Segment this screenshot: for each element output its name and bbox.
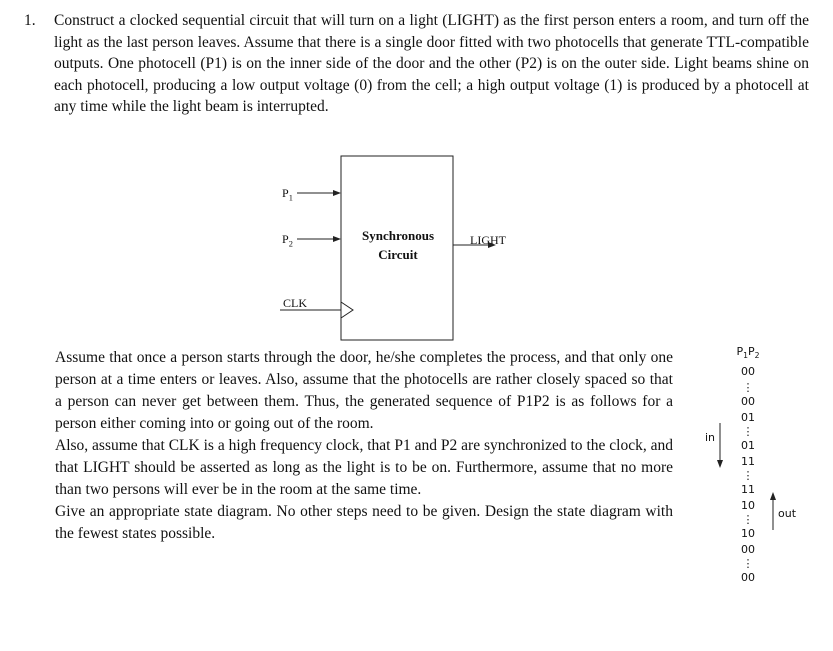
in-arrow-head [717, 460, 723, 468]
p1-label: $P_1$ [282, 186, 293, 203]
p1-arrow [333, 190, 341, 196]
sequence-item: ⋮ [742, 469, 754, 482]
problem-number: 1. [24, 12, 36, 29]
box-line2: Circuit [378, 247, 418, 262]
sequence-item: ⋮ [742, 425, 754, 438]
sequence-item: 00 [741, 543, 755, 556]
problem-text-body: Construct a clocked sequential circuit that will turn on a light (LIGHT) as the first person enters a room, and turn off the light as the last person leaves. Assume that there is a single door fitted with two photocells that generate TTL-compatible outputs. One photocell (P1) is on the inner side of the door and the other (P2) is on the outer side. Light beams shine on each photocell, producing a low output voltage (0) from the cell; a high output voltage (1) is produced by a photocell at any time while the light beam is interrupted. [54, 12, 809, 115]
sequence-item: ⋮ [742, 381, 754, 394]
box-line1: Synchronous [361, 228, 434, 243]
circuit-box-label [341, 226, 455, 264]
body-text [55, 347, 673, 545]
paragraph-3: Give an appropriate state diagram. No other steps need to be given. Design the state diagram with the fewest states possible. [55, 503, 673, 542]
clk-label: CLK [283, 296, 307, 310]
p2-arrow [333, 236, 341, 242]
paragraph-2: Also, assume that CLK is a high frequency clock, that P1 and P2 are synchronized to the clock, and that LIGHT should be asserted as long as the light is to be on. Furthermore, assume that no more than two persons will ever be in the room at the same time. [55, 437, 673, 498]
sequence-item: 10 [741, 499, 755, 512]
sequence-item: ⋮ [742, 557, 754, 570]
out-arrow-head [770, 492, 776, 500]
sequence-item: 01 [741, 439, 755, 452]
sequence-item: 00 [741, 395, 755, 408]
sequence-item: ⋮ [742, 513, 754, 526]
sequence-item: 00 [741, 365, 755, 378]
p2-label: $P_2$ [282, 232, 293, 249]
sequence-item: 11 [741, 483, 755, 496]
in-label: in [705, 431, 716, 444]
out-label: out [778, 507, 797, 520]
sequence-header: $P_1P_2$ [736, 345, 760, 361]
light-label: LIGHT [470, 233, 506, 247]
sequence-item: 01 [741, 411, 755, 424]
paragraph-1: Assume that once a person starts through the door, he/she completes the process, and that only one person at a time enters or leaves. Also, assume that the photocells are rather closely spaced so that a person can never get between them. Thus, the generated sequence of P1P2 is as follows for a person either coming into or going out of the room. [55, 349, 673, 432]
sequence-item: 00 [741, 571, 755, 584]
sequence-item: 11 [741, 455, 755, 468]
sequence-item: 10 [741, 527, 755, 540]
